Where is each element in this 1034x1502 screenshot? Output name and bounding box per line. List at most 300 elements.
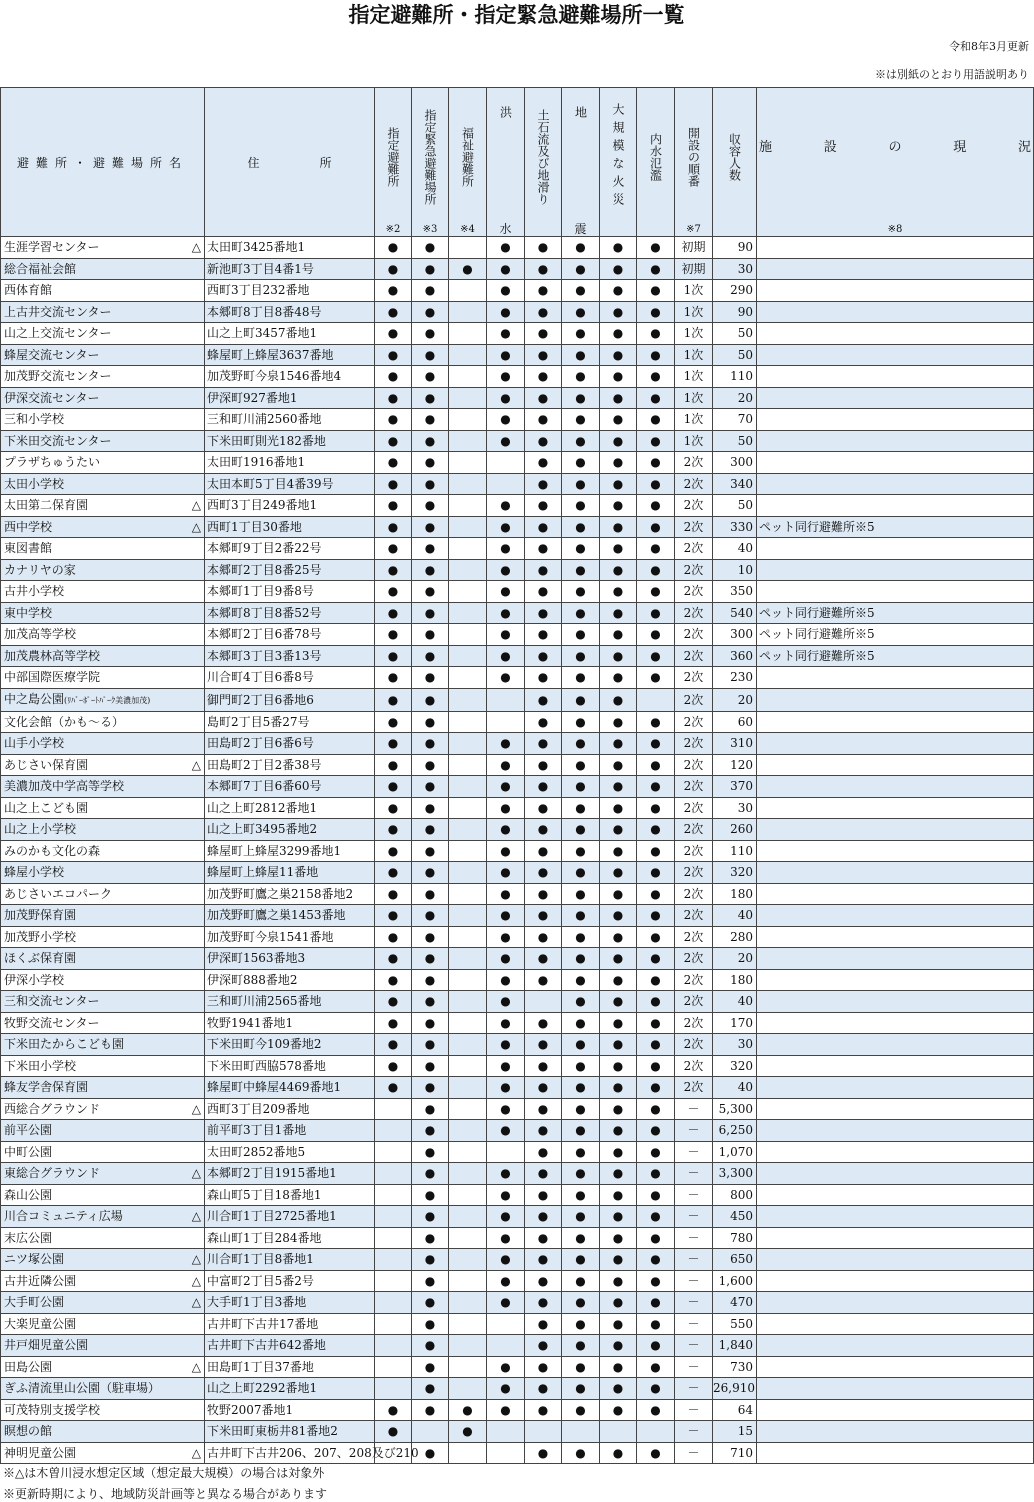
shelter-name: 瞑想の館 (1, 1421, 205, 1443)
opening-order: 2次 (675, 1034, 713, 1056)
mark-designated (375, 1335, 412, 1357)
opening-order: 1次 (675, 366, 713, 388)
mark-emergency: ● (412, 1034, 449, 1056)
shelter-name: 前平公園 (1, 1120, 205, 1142)
table-row (1, 1098, 1034, 1120)
mark-inland: ● (637, 667, 675, 689)
mark-inland: ● (637, 495, 675, 517)
mark-designated (375, 1206, 412, 1228)
mark-fire: ● (600, 667, 637, 689)
capacity: 26,910 (713, 1378, 757, 1400)
mark-inland: ● (637, 883, 675, 905)
opening-order: － (675, 1378, 713, 1400)
capacity: 320 (713, 1055, 757, 1077)
capacity: 15 (713, 1421, 757, 1443)
mark-welfare (449, 948, 487, 970)
mark-earthquake: ● (562, 516, 600, 538)
shelter-name: みのかも文化の森 (1, 840, 205, 862)
mark-flood: ● (487, 344, 525, 366)
shelter-address: 太田町2852番地5 (205, 1141, 375, 1163)
mark-emergency: ● (412, 1292, 449, 1314)
table-row (1, 581, 1034, 603)
mark-welfare (449, 733, 487, 755)
mark-emergency: ● (412, 559, 449, 581)
capacity: 1,070 (713, 1141, 757, 1163)
mark-inland: ● (637, 344, 675, 366)
mark-flood: ● (487, 495, 525, 517)
mark-inland: ● (637, 602, 675, 624)
mark-fire: ● (600, 1335, 637, 1357)
mark-landslide: ● (525, 948, 562, 970)
mark-inland: ● (637, 323, 675, 345)
mark-emergency: ● (412, 862, 449, 884)
mark-earthquake: ● (562, 366, 600, 388)
shelter-name: 大楽児童公園 (1, 1313, 205, 1335)
mark-flood: ● (487, 926, 525, 948)
mark-flood: ● (487, 1163, 525, 1185)
opening-order: － (675, 1270, 713, 1292)
mark-welfare: ● (449, 1421, 487, 1443)
mark-inland: ● (637, 1077, 675, 1099)
mark-flood: ● (487, 366, 525, 388)
facility-status (757, 1421, 1034, 1443)
header-inland-flood: 内水氾濫 (637, 88, 675, 237)
mark-flood: ● (487, 430, 525, 452)
mark-welfare (449, 387, 487, 409)
header-emergency-site: 指定緊急避難場所 ※3 (412, 88, 449, 237)
mark-landslide: ● (525, 819, 562, 841)
terms-note: ※は別紙のとおり用語説明あり (875, 68, 1029, 81)
facility-status (757, 452, 1034, 474)
capacity: 40 (713, 905, 757, 927)
table-row (1, 602, 1034, 624)
mark-welfare (449, 645, 487, 667)
mark-earthquake: ● (562, 387, 600, 409)
mark-fire: ● (600, 495, 637, 517)
shelter-address: 伊深町1563番地3 (205, 948, 375, 970)
mark-designated: ● (375, 645, 412, 667)
table-row (1, 1356, 1034, 1378)
mark-landslide: ● (525, 430, 562, 452)
mark-designated (375, 1249, 412, 1271)
capacity: 300 (713, 452, 757, 474)
mark-inland: ● (637, 1227, 675, 1249)
shelter-name: 井戸畑児童公園 (1, 1335, 205, 1357)
capacity: 550 (713, 1313, 757, 1335)
mark-designated: ● (375, 237, 412, 259)
shelter-name: 山手小学校 (1, 733, 205, 755)
mark-flood: ● (487, 733, 525, 755)
opening-order: 2次 (675, 862, 713, 884)
facility-status (757, 1012, 1034, 1034)
mark-earthquake: ● (562, 667, 600, 689)
mark-earthquake: ● (562, 1077, 600, 1099)
table-row (1, 819, 1034, 841)
opening-order: 2次 (675, 797, 713, 819)
facility-status (757, 883, 1034, 905)
mark-designated: ● (375, 733, 412, 755)
shelter-name: 蜂屋交流センター (1, 344, 205, 366)
mark-welfare (449, 926, 487, 948)
mark-fire: ● (600, 645, 637, 667)
mark-earthquake: ● (562, 1292, 600, 1314)
table-row (1, 1378, 1034, 1400)
mark-earthquake: ● (562, 473, 600, 495)
mark-emergency: ● (412, 1249, 449, 1271)
facility-status (757, 1077, 1034, 1099)
mark-emergency: ● (412, 237, 449, 259)
mark-designated: ● (375, 280, 412, 302)
facility-status: ペット同行避難所※5 (757, 624, 1034, 646)
shelter-name: 太田小学校 (1, 473, 205, 495)
mark-flood: ● (487, 905, 525, 927)
mark-designated: ● (375, 754, 412, 776)
mark-earthquake: ● (562, 883, 600, 905)
facility-status (757, 819, 1034, 841)
mark-flood: ● (487, 1055, 525, 1077)
mark-landslide: ● (525, 1442, 562, 1464)
mark-flood: ● (487, 645, 525, 667)
mark-landslide: ● (525, 1249, 562, 1271)
mark-welfare (449, 1249, 487, 1271)
mark-landslide: ● (525, 473, 562, 495)
facility-status (757, 1249, 1034, 1271)
mark-fire: ● (600, 237, 637, 259)
mark-welfare (449, 1098, 487, 1120)
mark-flood: ● (487, 819, 525, 841)
shelter-name: 伊深小学校 (1, 969, 205, 991)
shelter-address: 御門町2丁目6番地6 (205, 688, 375, 711)
table-row (1, 1141, 1034, 1163)
flood-area-exclusion-mark: △ (191, 1359, 201, 1374)
facility-status (757, 581, 1034, 603)
mark-welfare: ● (449, 1399, 487, 1421)
capacity: 30 (713, 1034, 757, 1056)
capacity: 340 (713, 473, 757, 495)
mark-emergency: ● (412, 1378, 449, 1400)
mark-fire: ● (600, 1399, 637, 1421)
mark-welfare (449, 969, 487, 991)
mark-emergency: ● (412, 991, 449, 1013)
mark-fire: ● (600, 1012, 637, 1034)
capacity: 40 (713, 1077, 757, 1099)
facility-status: ペット同行避難所※5 (757, 645, 1034, 667)
opening-order: － (675, 1421, 713, 1443)
mark-earthquake: ● (562, 1442, 600, 1464)
opening-order: 2次 (675, 688, 713, 711)
mark-inland: ● (637, 1335, 675, 1357)
mark-designated: ● (375, 1055, 412, 1077)
mark-inland: ● (637, 1098, 675, 1120)
shelter-address: 加茂野町今泉1546番地4 (205, 366, 375, 388)
table-row (1, 452, 1034, 474)
table-row (1, 1120, 1034, 1142)
mark-fire: ● (600, 883, 637, 905)
opening-order: 初期 (675, 237, 713, 259)
mark-welfare (449, 862, 487, 884)
mark-inland: ● (637, 1356, 675, 1378)
mark-landslide: ● (525, 559, 562, 581)
opening-order: － (675, 1313, 713, 1335)
mark-flood: ● (487, 1270, 525, 1292)
mark-fire: ● (600, 559, 637, 581)
shelter-address: 蜂屋町上蜂屋3299番地1 (205, 840, 375, 862)
facility-status (757, 409, 1034, 431)
mark-earthquake: ● (562, 1378, 600, 1400)
shelter-address: 太田町1916番地1 (205, 452, 375, 474)
capacity: 470 (713, 1292, 757, 1314)
opening-order: 2次 (675, 1055, 713, 1077)
mark-inland (637, 688, 675, 711)
mark-fire: ● (600, 430, 637, 452)
mark-inland: ● (637, 1012, 675, 1034)
flood-area-exclusion-mark: △ (191, 1252, 201, 1266)
facility-status (757, 862, 1034, 884)
mark-earthquake: ● (562, 819, 600, 841)
mark-earthquake: ● (562, 1249, 600, 1271)
mark-flood: ● (487, 754, 525, 776)
opening-order: 2次 (675, 711, 713, 733)
mark-earthquake: ● (562, 862, 600, 884)
table-row (1, 797, 1034, 819)
mark-landslide: ● (525, 776, 562, 798)
mark-flood: ● (487, 948, 525, 970)
mark-designated: ● (375, 473, 412, 495)
mark-earthquake: ● (562, 409, 600, 431)
mark-inland: ● (637, 1163, 675, 1185)
shelter-address: 下米田町東栃井81番地2 (205, 1421, 375, 1443)
mark-designated: ● (375, 667, 412, 689)
table-row (1, 1421, 1034, 1443)
mark-flood: ● (487, 776, 525, 798)
mark-designated: ● (375, 991, 412, 1013)
table-row (1, 1034, 1034, 1056)
table-row (1, 516, 1034, 538)
table-row (1, 430, 1034, 452)
capacity: 180 (713, 969, 757, 991)
mark-emergency: ● (412, 1356, 449, 1378)
opening-order: 1次 (675, 430, 713, 452)
mark-designated: ● (375, 559, 412, 581)
mark-inland: ● (637, 754, 675, 776)
facility-status (757, 991, 1034, 1013)
mark-designated: ● (375, 1012, 412, 1034)
mark-flood: ● (487, 538, 525, 560)
shelter-address: 本郷町3丁目3番13号 (205, 645, 375, 667)
mark-welfare (449, 280, 487, 302)
mark-landslide: ● (525, 1120, 562, 1142)
mark-emergency: ● (412, 797, 449, 819)
mark-earthquake: ● (562, 344, 600, 366)
mark-inland: ● (637, 237, 675, 259)
shelter-name: 古井近隣公園 △ (1, 1270, 205, 1292)
table-row (1, 387, 1034, 409)
shelter-name: 川合コミュニティ広場 △ (1, 1206, 205, 1228)
shelter-address: 山之上町2812番地1 (205, 797, 375, 819)
mark-emergency: ● (412, 452, 449, 474)
mark-welfare (449, 1055, 487, 1077)
mark-earthquake: ● (562, 495, 600, 517)
shelter-name: 中之島公園(ﾘﾊﾞｰﾎﾟｰﾄﾊﾟｰｸ美濃加茂) (1, 688, 205, 711)
mark-landslide: ● (525, 883, 562, 905)
shelter-name: 中部国際医療学院 (1, 667, 205, 689)
shelter-address: 本郷町8丁目8番52号 (205, 602, 375, 624)
shelter-address: 山之上町3495番地2 (205, 819, 375, 841)
opening-order: － (675, 1206, 713, 1228)
facility-status (757, 430, 1034, 452)
mark-emergency: ● (412, 1184, 449, 1206)
capacity: 730 (713, 1356, 757, 1378)
mark-fire: ● (600, 1120, 637, 1142)
mark-welfare (449, 323, 487, 345)
mark-landslide: ● (525, 667, 562, 689)
shelter-name: 末広公園 (1, 1227, 205, 1249)
mark-welfare (449, 1012, 487, 1034)
mark-landslide: ● (525, 1378, 562, 1400)
mark-designated: ● (375, 1077, 412, 1099)
mark-welfare (449, 559, 487, 581)
facility-status (757, 1399, 1034, 1421)
facility-status (757, 1163, 1034, 1185)
shelter-address: 蜂屋町中蜂屋4469番地1 (205, 1077, 375, 1099)
mark-emergency: ● (412, 733, 449, 755)
mark-emergency: ● (412, 645, 449, 667)
flood-area-exclusion-mark: △ (191, 1445, 201, 1460)
table-row (1, 688, 1034, 711)
opening-order: 2次 (675, 667, 713, 689)
facility-status (757, 258, 1034, 280)
opening-order: 2次 (675, 948, 713, 970)
mark-landslide: ● (525, 495, 562, 517)
mark-landslide: ● (525, 905, 562, 927)
mark-inland: ● (637, 1249, 675, 1271)
mark-emergency: ● (412, 280, 449, 302)
shelter-address: 本郷町2丁目8番25号 (205, 559, 375, 581)
mark-fire: ● (600, 862, 637, 884)
shelter-name: 総合福祉会館 (1, 258, 205, 280)
facility-status (757, 1184, 1034, 1206)
shelter-address: 本郷町7丁目6番60号 (205, 776, 375, 798)
capacity: 110 (713, 366, 757, 388)
mark-fire: ● (600, 1249, 637, 1271)
mark-designated: ● (375, 387, 412, 409)
mark-designated: ● (375, 905, 412, 927)
mark-earthquake: ● (562, 948, 600, 970)
capacity: 40 (713, 991, 757, 1013)
mark-flood (487, 473, 525, 495)
shelter-address: 三和町川浦2565番地 (205, 991, 375, 1013)
opening-order: 2次 (675, 883, 713, 905)
opening-order: － (675, 1249, 713, 1271)
mark-emergency: ● (412, 366, 449, 388)
shelter-name: ほくぶ保育園 (1, 948, 205, 970)
shelter-name: 西体育館 (1, 280, 205, 302)
mark-landslide (525, 1421, 562, 1443)
flood-area-exclusion-mark: △ (191, 498, 201, 512)
mark-welfare (449, 711, 487, 733)
mark-inland: ● (637, 1292, 675, 1314)
table-row (1, 1442, 1034, 1464)
opening-order: － (675, 1442, 713, 1464)
mark-designated: ● (375, 409, 412, 431)
mark-fire: ● (600, 819, 637, 841)
mark-emergency: ● (412, 711, 449, 733)
mark-fire: ● (600, 1313, 637, 1335)
mark-fire: ● (600, 1442, 637, 1464)
mark-inland (637, 1421, 675, 1443)
mark-earthquake: ● (562, 1313, 600, 1335)
shelter-name: 山之上交流センター (1, 323, 205, 345)
shelter-name: 東図書館 (1, 538, 205, 560)
opening-order: 2次 (675, 538, 713, 560)
mark-landslide: ● (525, 516, 562, 538)
opening-order: 1次 (675, 301, 713, 323)
opening-order: 2次 (675, 602, 713, 624)
mark-fire: ● (600, 754, 637, 776)
table-row (1, 237, 1034, 259)
mark-inland: ● (637, 1055, 675, 1077)
mark-designated: ● (375, 883, 412, 905)
mark-flood: ● (487, 1399, 525, 1421)
mark-designated: ● (375, 776, 412, 798)
mark-designated: ● (375, 624, 412, 646)
capacity: 300 (713, 624, 757, 646)
opening-order: － (675, 1356, 713, 1378)
mark-designated: ● (375, 926, 412, 948)
mark-inland: ● (637, 1206, 675, 1228)
mark-earthquake: ● (562, 602, 600, 624)
mark-welfare (449, 991, 487, 1013)
mark-earthquake: ● (562, 538, 600, 560)
mark-earthquake: ● (562, 1055, 600, 1077)
shelter-name: ニツ塚公園 △ (1, 1249, 205, 1271)
mark-earthquake: ● (562, 1034, 600, 1056)
facility-status (757, 387, 1034, 409)
mark-inland: ● (637, 301, 675, 323)
table-row (1, 1335, 1034, 1357)
table-row (1, 366, 1034, 388)
mark-welfare (449, 602, 487, 624)
capacity: 330 (713, 516, 757, 538)
shelter-address: 下米田町今109番地2 (205, 1034, 375, 1056)
capacity: 780 (713, 1227, 757, 1249)
mark-emergency: ● (412, 776, 449, 798)
mark-landslide: ● (525, 645, 562, 667)
mark-landslide: ● (525, 237, 562, 259)
capacity: 20 (713, 948, 757, 970)
mark-landslide: ● (525, 733, 562, 755)
mark-fire: ● (600, 1206, 637, 1228)
header-order: 開設の順番 ※7 (675, 88, 713, 237)
mark-landslide: ● (525, 1163, 562, 1185)
mark-earthquake: ● (562, 323, 600, 345)
capacity: 1,600 (713, 1270, 757, 1292)
mark-designated: ● (375, 538, 412, 560)
mark-landslide: ● (525, 840, 562, 862)
shelter-address: 蜂屋町上蜂屋3637番地 (205, 344, 375, 366)
mark-inland: ● (637, 905, 675, 927)
table-row (1, 344, 1034, 366)
mark-flood: ● (487, 991, 525, 1013)
opening-order: － (675, 1184, 713, 1206)
mark-earthquake: ● (562, 1356, 600, 1378)
facility-status (757, 1098, 1034, 1120)
mark-flood (487, 1421, 525, 1443)
shelter-address: 西町3丁目209番地 (205, 1098, 375, 1120)
opening-order: 2次 (675, 969, 713, 991)
mark-fire: ● (600, 301, 637, 323)
mark-landslide: ● (525, 688, 562, 711)
